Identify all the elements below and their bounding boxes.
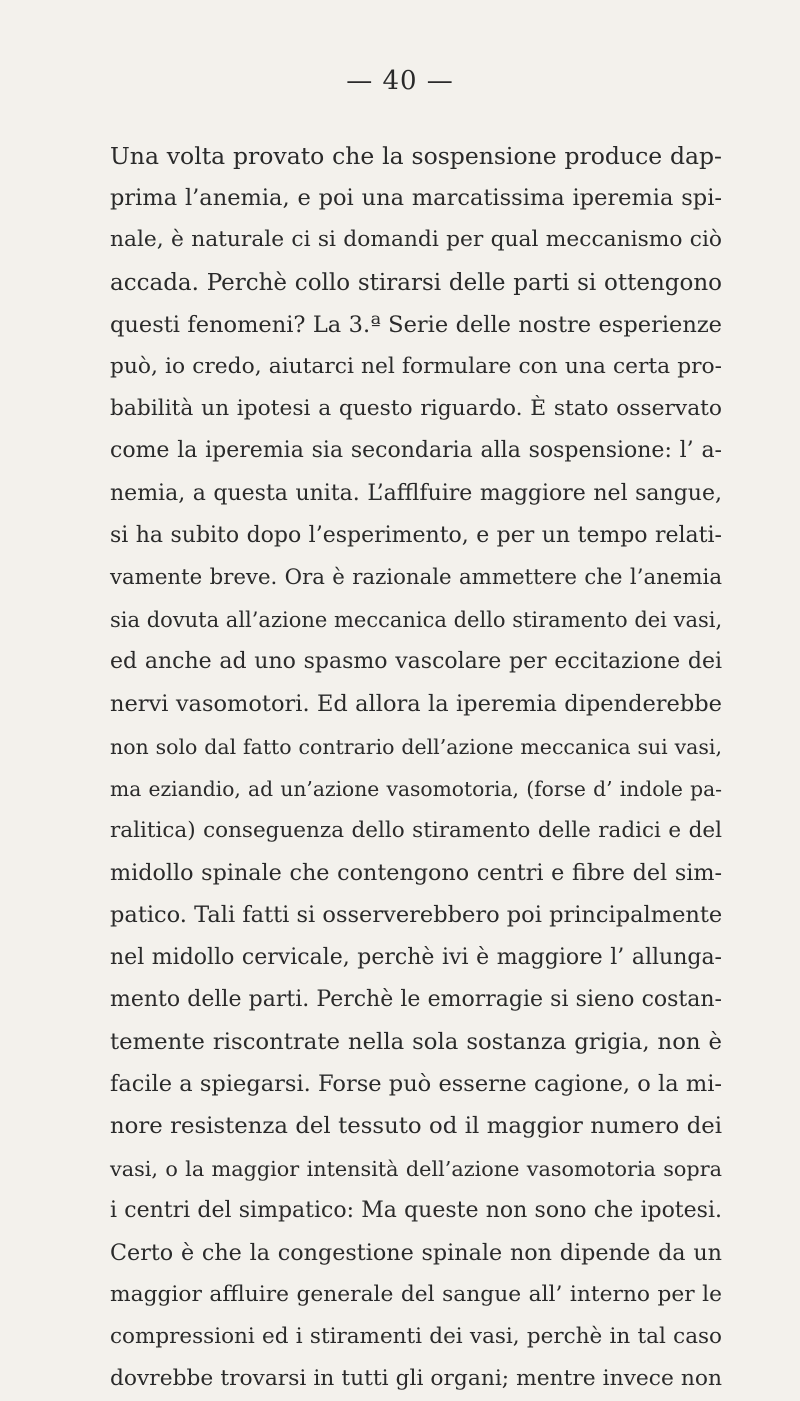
text-line: dovrebbe trovarsi in tutti gli organi; mentre invece non	[110, 1366, 722, 1392]
text-line: nervi vasomotori. Ed allora la iperemia dipenderebbe	[110, 691, 722, 718]
text-line: nale, è naturale ci si domandi per qual meccanismo ciò	[110, 227, 722, 253]
text-line: vamente breve. Ora è razionale ammettere che l’anemia	[110, 564, 722, 590]
text-line: nemia, a questa unita. L’afflfuire maggiore nel sangue,	[110, 480, 722, 506]
text-line: patico. Tali fatti si osserverebbero poi principalmente	[110, 902, 723, 929]
text-line: i centri del simpatico: Ma queste non sono che ipotesi.	[110, 1197, 722, 1223]
body-text	[110, 135, 722, 1401]
text-line: babilità un ipotesi a questo riguardo. È stato osservato	[110, 396, 722, 422]
text-line: compressioni ed i stiramenti dei vasi, perchè in tal caso	[110, 1324, 722, 1350]
text-line: mento delle parti. Perchè le emorragie si sieno costan-	[110, 986, 722, 1012]
text-line: sia dovuta all’azione meccanica dello stiramento dei vasi,	[110, 608, 723, 633]
text-line: prima l’anemia, e poi una marcatissima iperemia spi-	[110, 185, 722, 212]
text-line: Una volta provato che la sospensione produce dap-	[110, 142, 722, 170]
page-number: — 40 —	[346, 66, 454, 96]
text-line: facile a spiegarsi. Forse può esserne cagione, o la mi-	[110, 1071, 722, 1098]
text-line: nel midollo cervicale, perchè ivi è maggiore l’ allunga-	[110, 944, 722, 970]
text-line: non solo dal fatto contrario dell’azione meccanica sui vasi,	[110, 734, 722, 759]
text-line: ed anche ad uno spasmo vascolare per eccitazione dei	[110, 649, 722, 675]
text-line: come la iperemia sia secondaria alla sospensione: l’ a-	[110, 438, 722, 464]
text-line: maggior affluire generale del sangue all’ interno per le	[110, 1282, 722, 1308]
text-line: Certo è che la congestione spinale non dipende da un	[110, 1239, 722, 1266]
text-line: midollo spinale che contengono centri e fibre del sim-	[110, 860, 722, 887]
text-line: nore resistenza del tessuto od il maggior numero dei	[110, 1113, 722, 1140]
text-line: temente riscontrate nella sola sostanza grigia, non è	[110, 1028, 722, 1055]
text-line: vasi, o la maggior intensità dell’azione vasomotoria sopra	[110, 1156, 722, 1181]
text-line: si ha subito dopo l’esperimento, e per un tempo relati-	[110, 522, 722, 548]
text-line: ma eziandio, ad un’azione vasomotoria, (forse d’ indole pa-	[110, 776, 722, 801]
text-line: ralitica) conseguenza dello stiramento delle radici e del	[110, 818, 722, 843]
text-line: può, io credo, aiutarci nel formulare con una certa pro-	[110, 353, 722, 379]
text-line: accada. Perchè collo stirarsi delle parti si ottengono	[110, 269, 722, 296]
text-line: questi fenomeni? La 3.ª Serie delle nostre esperienze	[110, 311, 722, 338]
